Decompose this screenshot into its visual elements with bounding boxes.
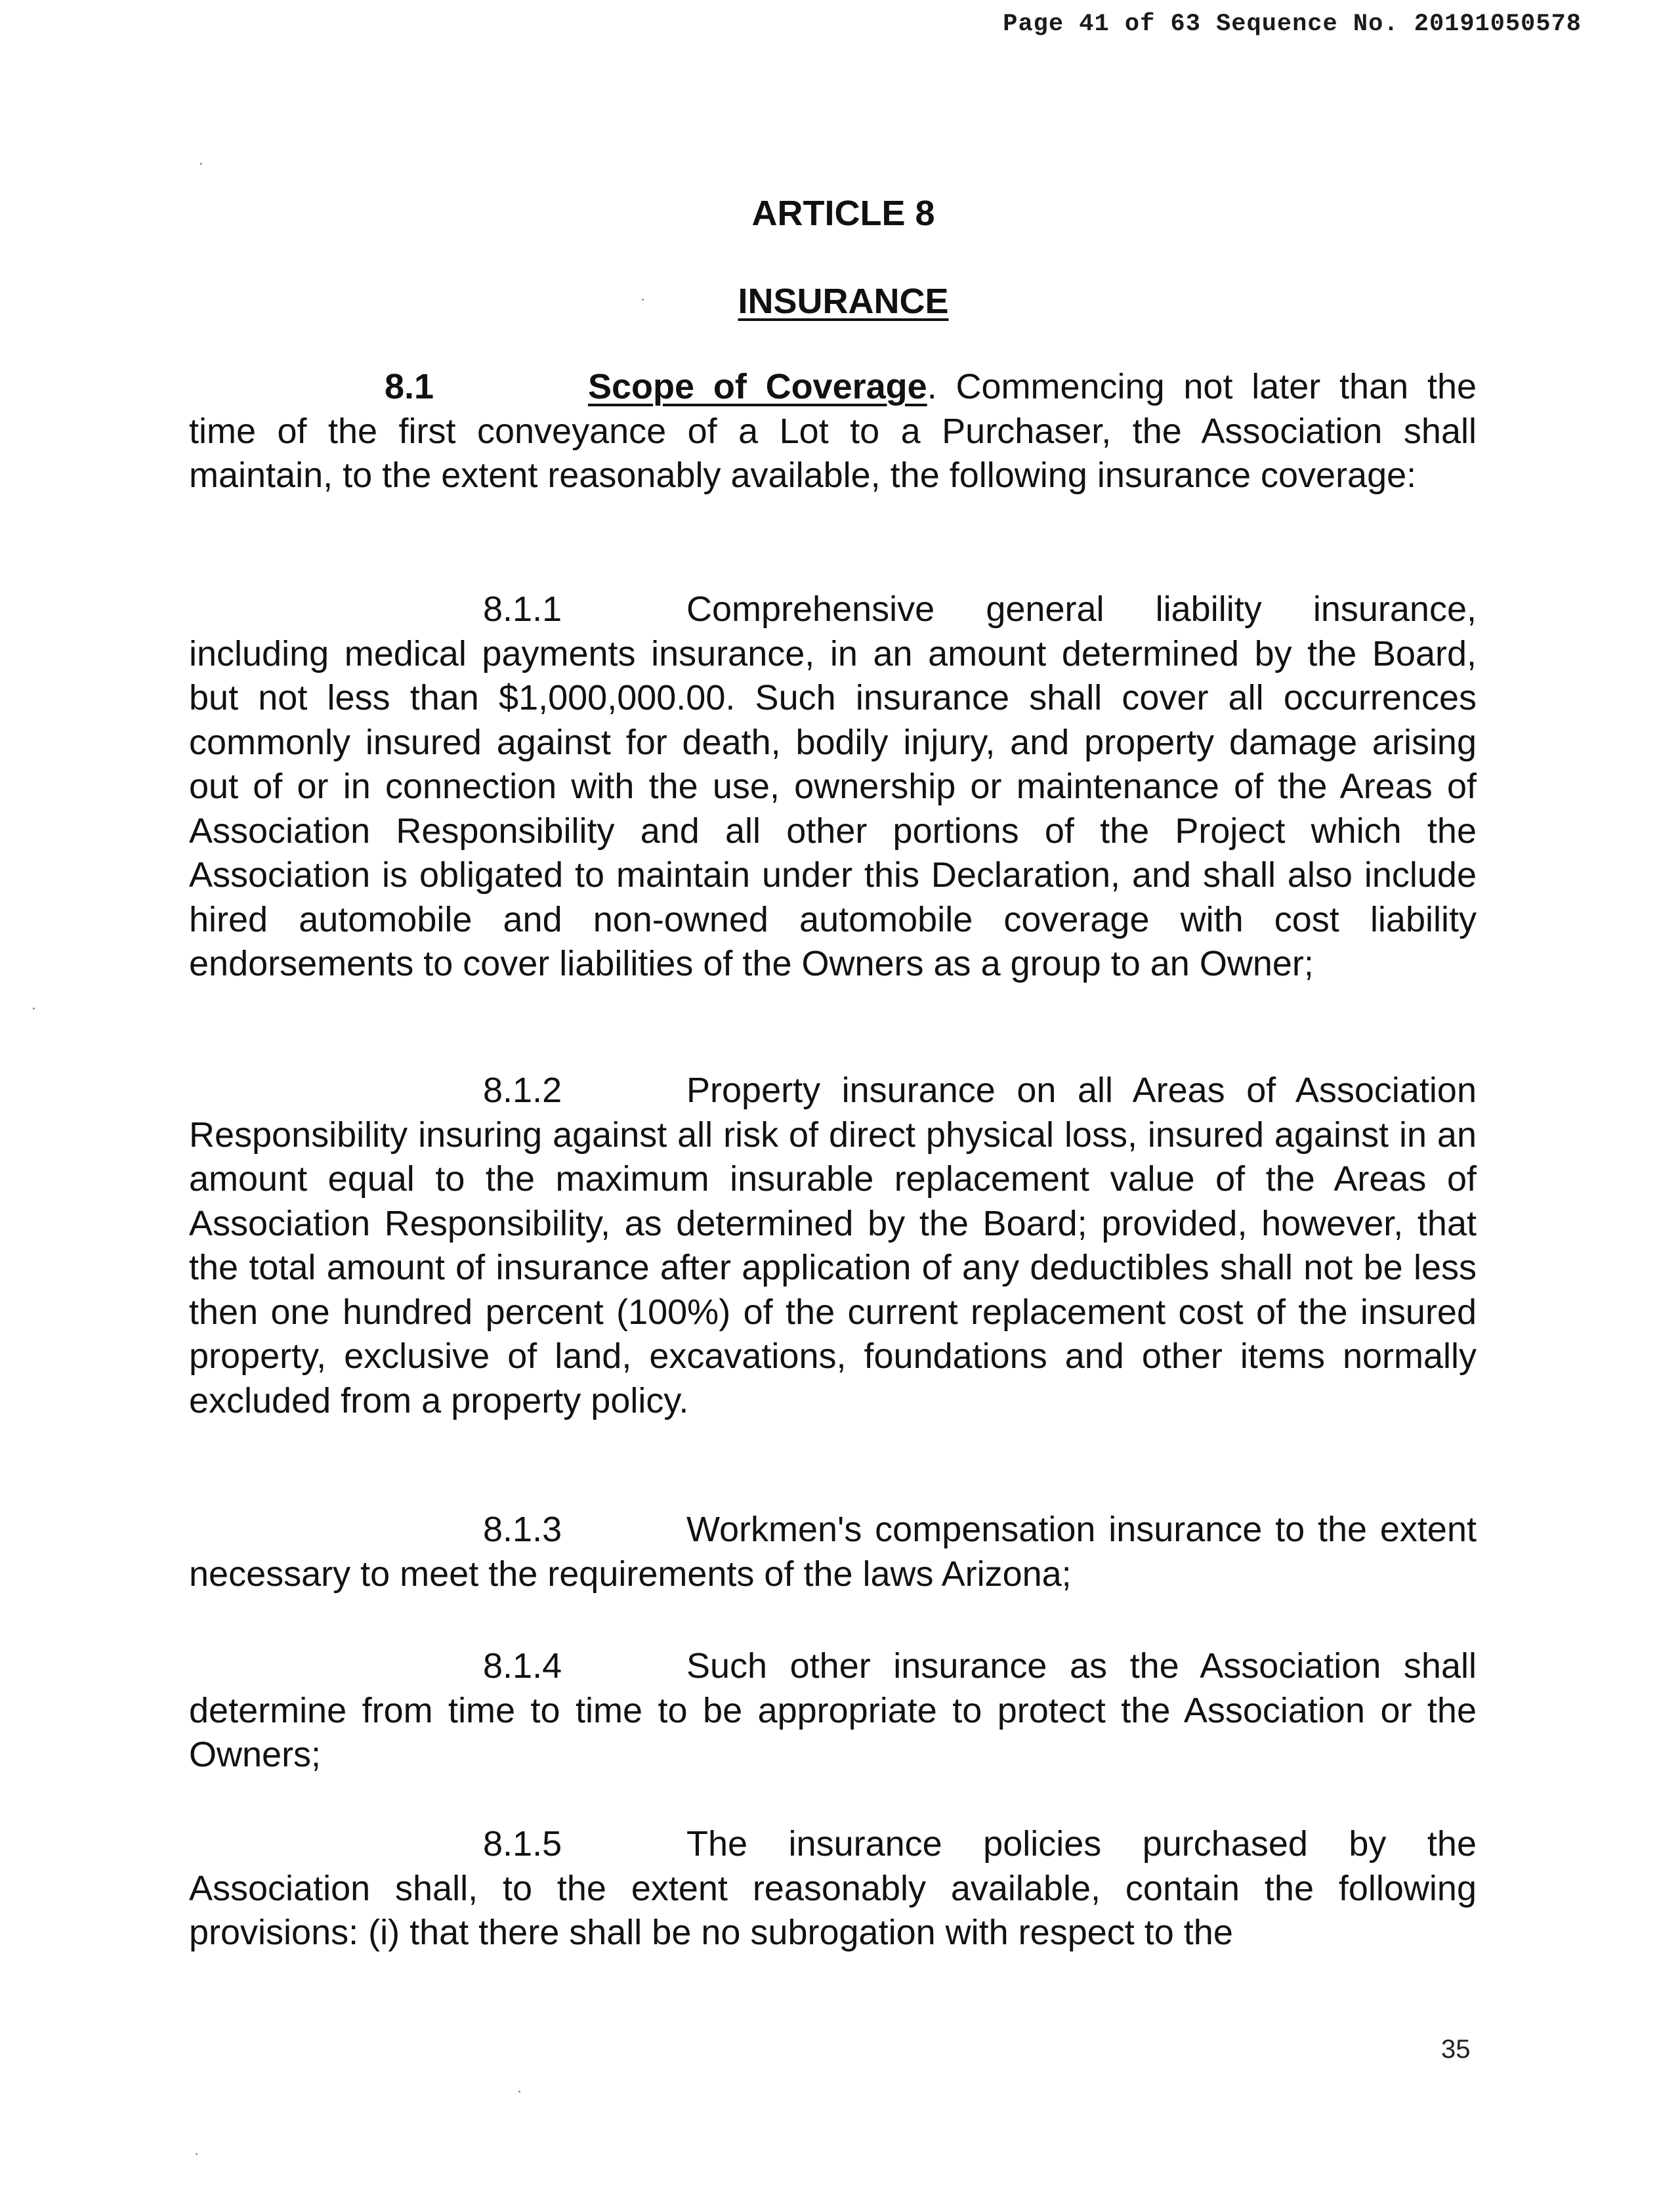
section-8-1: [189, 365, 1477, 498]
article-title: ARTICLE 8: [751, 194, 935, 233]
section-number: 8.1.3: [483, 1510, 562, 1549]
section-heading: Scope of Coverage: [588, 367, 927, 406]
section-number: 8.1.2: [483, 1071, 562, 1110]
section-number: 8.1.5: [483, 1824, 562, 1864]
section-8-1-1: [189, 587, 1477, 987]
article-subtitle: INSURANCE: [738, 282, 949, 321]
page-number: 35: [1441, 2035, 1471, 2064]
section-text: . Commencing not later than the time of the first conveyance of a Lot to a Purchaser, the Association shall maintain, to the extent reasonably available, the following insurance coverage:: [189, 367, 1477, 495]
page-sequence-header: Page 41 of 63 Sequence No. 20191050578: [1003, 11, 1582, 38]
scan-speck: [518, 2091, 520, 2093]
section-text: Workmen's compensation insurance to the extent necessary to meet the requirements of the laws Arizona;: [189, 1510, 1477, 1594]
scan-speck: [642, 299, 644, 301]
scan-speck: [196, 2153, 198, 2155]
section-8-1-3: [189, 1508, 1477, 1596]
scan-speck: [200, 163, 202, 165]
section-text: Property insurance on all Areas of Association Responsibility insuring against all risk of direct physical loss, insured against in an amount equal to the maximum insurable replacement value of the Areas of Association Responsibility, as determined by the Board; provided, however, that the total amount of insurance after application of any deductibles shall not be less then one hundred percent (100%) of the current replacement cost of the insured property, exclusive of land, excavations, foundations and other items normally excluded from a property policy.: [189, 1071, 1477, 1420]
section-number: 8.1: [385, 367, 434, 406]
section-number: 8.1.4: [483, 1646, 562, 1686]
section-text: Comprehensive general liability insurance, including medical payments insurance, in an amount determined by the Board, but not less than $1,000,000.00. Such insurance shall cover all occurrences commonly insured against for death, bodily injury, and property damage arising out of or in connection with the use, ownership or maintenance of the Areas of Association Responsibility and all other portions of the Project which the Association is obligated to maintain under this Declaration, and shall also include hired automobile and non-owned automobile coverage with cost liability endorsements to cover liabilities of the Owners as a group to an Owner;: [189, 589, 1477, 983]
section-8-1-2: [189, 1069, 1477, 1423]
section-8-1-4: [189, 1644, 1477, 1778]
section-text: Such other insurance as the Association shall determine from time to time to be appropriate to protect the Association or the Owners;: [189, 1646, 1477, 1774]
scan-speck: [33, 1008, 35, 1010]
section-text: The insurance policies purchased by the Association shall, to the extent reasonably available, contain the following provisions: (i) that there shall be no subrogation with respect to the: [189, 1824, 1477, 1952]
section-number: 8.1.1: [483, 589, 562, 629]
section-8-1-5: [189, 1822, 1477, 1955]
